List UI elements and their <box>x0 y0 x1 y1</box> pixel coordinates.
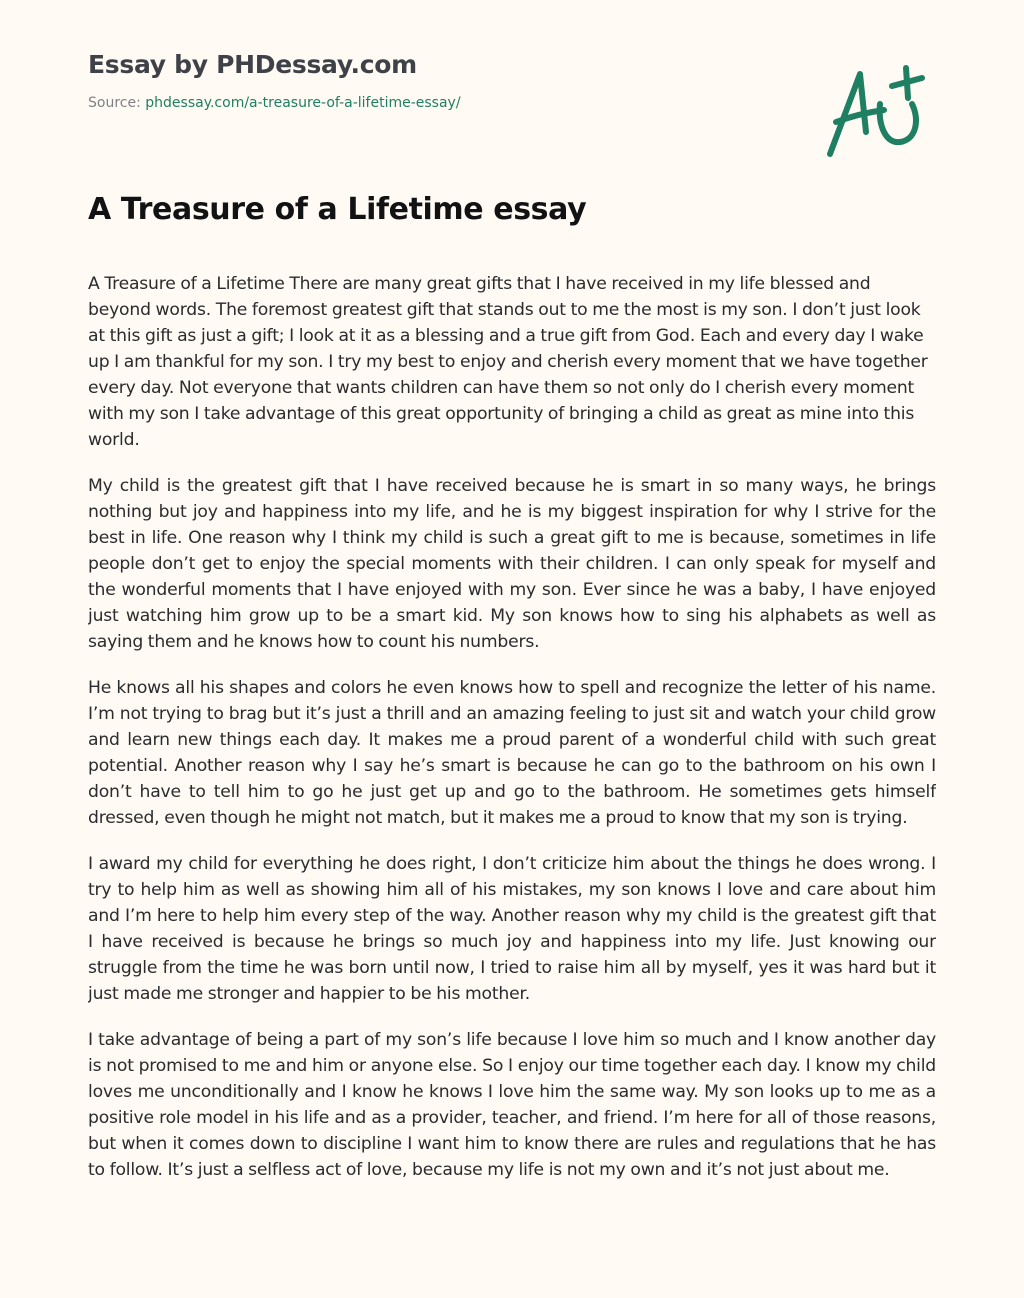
brand-name: Essay by PHDessay.com <box>88 50 417 79</box>
article-body <box>88 271 936 1253</box>
paragraph: I award my child for everything he does right, I don’t criticize him about the things he does wrong. I try to help him as well as showing him all of his mistakes, my son knows I love and care about him and I’m here to help him every step of the way. Another reason why my child is the greatest gift that I have received is because he brings so much joy and happiness into my life. Just knowing our struggle from the time he was born until now, I tried to raise him all by myself, yes it was hard but it just made me stronger and happier to be his mother. <box>88 854 936 1004</box>
paragraph: He knows all his shapes and colors he even knows how to spell and recognize the letter of his name. I’m not trying to brag but it’s just a thrill and an amazing feeling to just sit and watch your child grow and learn new things each day. It makes me a proud parent of a wonderful child with such great potential. Another reason why I say he’s smart is because he can go to the bathroom on his own I don’t have to tell him to go he just get up and go to the bathroom. He sometimes gets himself dressed, even though he might not match, but it makes me a proud to know that my son is trying. <box>88 678 936 828</box>
paragraph: My child is the greatest gift that I have received because he is smart in so many ways, he brings nothing but joy and happiness into my life, and he is my biggest inspiration for why I strive for the best in life. One reason why I think my child is such a great gift to me is because, sometimes in life people don’t get to enjoy the special moments with their children. I can only speak for myself and the wonderful moments that I have enjoyed with my son. Ever since he was a baby, I have enjoyed just watching him grow up to be a smart kid. My son knows how to sing his alphabets as well as saying them and he knows how to count his numbers. <box>88 476 936 652</box>
a-plus-grade-icon <box>822 64 932 164</box>
source-link[interactable]: phdessay.com/a-treasure-of-a-lifetime-essay/ <box>145 95 461 111</box>
source-line <box>88 93 461 113</box>
source-label: Source: <box>88 95 141 111</box>
paragraph: A Treasure of a Lifetime There are many great gifts that I have received in my life blessed and beyond words. The foremost greatest gift that stands out to me the most is my son. I don’t just look at this gift as just a gift; I look at it as a blessing and a true gift from God. Each and every day I wake up I am thankful for my son. I try my best to enjoy and cherish every moment that we have together every day. Not everyone that wants children can have them so not only do I cherish every moment with my son I take advantage of this great opportunity of bringing a child as great as mine into this world. <box>88 274 928 450</box>
page-header <box>88 48 461 113</box>
paragraph: I take advantage of being a part of my son’s life because I love him so much and I know another day is not promised to me and him or anyone else. So I enjoy our time together each day. I know my child loves me unconditionally and I know he knows I love him the same way. My son looks up to me as a positive role model in his life and as a provider, teacher, and friend. I’m here for all of those reasons, but when it comes down to discipline I want him to know there are rules and regulations that he has to follow. It’s just a selfless act of love, because my life is not my own and it’s not just about me. <box>88 1030 936 1180</box>
article-title: A Treasure of a Lifetime essay <box>88 192 587 227</box>
